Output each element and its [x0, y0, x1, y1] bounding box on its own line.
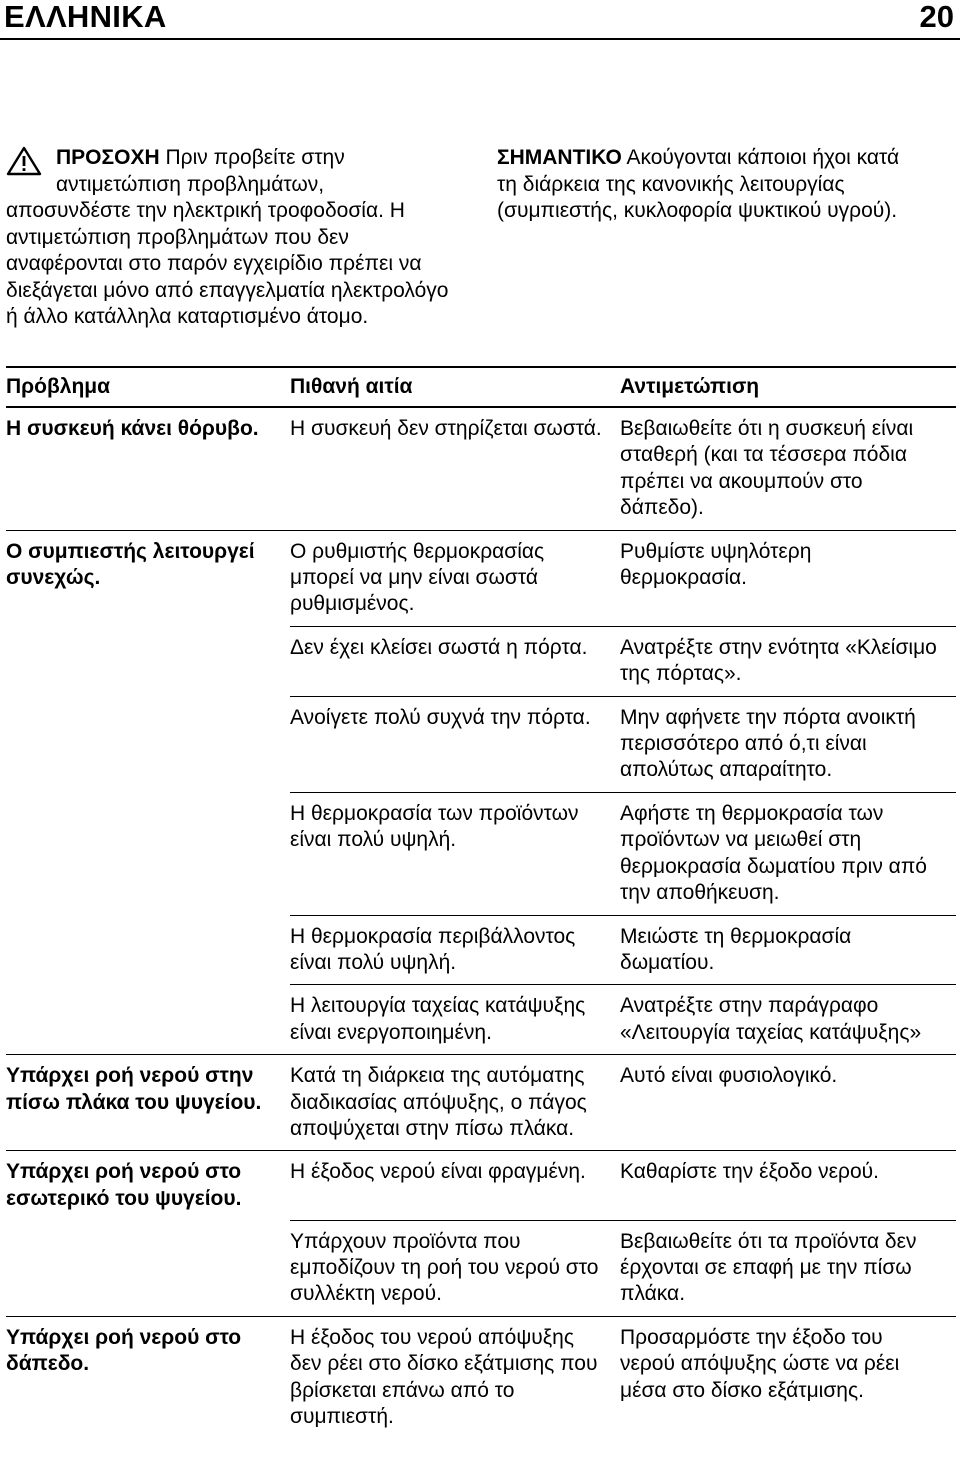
important-text: Ακούγονται κάποιοι ήχοι κατά τη διάρκεια της κανονικής λειτουργίας (συμπιεστής, κυκλοφορία ψυκτικού υγρού).: [497, 146, 900, 222]
warning-line1: Πριν προβείτε στην: [165, 146, 345, 169]
table-row: [6, 626, 956, 696]
header-problem: Πρόβλημα: [6, 367, 290, 407]
table-row: [6, 1151, 956, 1220]
warning-triangle-icon: [6, 146, 42, 176]
remedy-cell: Αυτό είναι φυσιολογικό.: [620, 1055, 956, 1151]
cause-cell: Η συσκευή δεν στηρίζεται σωστά.: [290, 417, 602, 440]
table-row: [6, 792, 956, 915]
warning-head: [6, 145, 461, 198]
problem-cell: Υπάρχει ροή νερού στο εσωτερικό του ψυγείου.: [6, 1151, 290, 1220]
problem-cell: [6, 1220, 290, 1316]
header-rule: [0, 38, 960, 40]
problem-cell: Υπάρχει ροή νερού στην πίσω πλάκα του ψυγείου.: [6, 1055, 290, 1151]
remedy-cell: Καθαρίστε την έξοδο νερού.: [620, 1151, 956, 1220]
remedy-cell: Βεβαιωθείτε ότι η συσκευή είναι σταθερή (και τα τέσσερα πόδια πρέπει να ακουμπούν στο δάπεδο).: [620, 417, 914, 520]
warning-note: [6, 145, 461, 331]
warning-line2: αντιμετώπιση προβλημάτων,: [56, 172, 325, 196]
table-row: [6, 530, 956, 626]
table-row: [6, 985, 956, 1055]
problem-cell: [6, 792, 290, 915]
remedy-cell: Ρυθμίστε υψηλότερη θερμοκρασία.: [620, 530, 956, 626]
remedy-cell: Ανατρέξτε στην παράγραφο «Λειτουργία ταχείας κατάψυξης»: [620, 985, 956, 1055]
important-title: ΣΗΜΑΝΤΙΚΟ: [497, 146, 622, 169]
problem-cell: Ο συμπιεστής λειτουργεί συνεχώς.: [6, 530, 290, 626]
remedy-cell: Αφήστε τη θερμοκρασία των προϊόντων να μειωθεί στη θερμοκρασία δωματίου πριν από την αποθήκευση.: [620, 792, 956, 915]
cause-cell: Δεν έχει κλείσει σωστά η πόρτα.: [290, 626, 620, 696]
page-header: [0, 0, 960, 38]
table-row: [6, 1055, 956, 1151]
cause-cell: Ο ρυθμιστής θερμοκρασίας μπορεί να μην είναι σωστά ρυθμισμένος.: [290, 530, 620, 626]
warning-first-lines: [56, 145, 345, 198]
cause-cell: Η θερμοκρασία των προϊόντων είναι πολύ υψηλή.: [290, 792, 620, 915]
cause-cell: Η λειτουργία ταχείας κατάψυξης είναι ενεργοποιημένη.: [290, 985, 620, 1055]
problem-cell: [6, 696, 290, 792]
remedy-cell: Μειώστε τη θερμοκρασία δωματίου.: [620, 915, 956, 985]
header-remedy: Αντιμετώπιση: [620, 367, 956, 407]
troubleshooting-table: [6, 366, 956, 1439]
table-row: [6, 696, 956, 792]
table-header-row: [6, 367, 956, 407]
warning-body: αποσυνδέστε την ηλεκτρική τροφοδοσία. Η αντιμετώπιση προβλημάτων που δεν αναφέρονται στο παρόν εγχειρίδιο πρέπει να διεξάγεται μόνο από επαγγελματία ηλεκτρολόγο ή άλλο κατάλληλα καταρτισμένο άτομο.: [6, 199, 449, 328]
cause-cell: Η θερμοκρασία περιβάλλοντος είναι πολύ υψηλή.: [290, 915, 620, 985]
table-row: [6, 1316, 956, 1438]
table-row: [6, 407, 956, 530]
problem-cell: Η συσκευή κάνει θόρυβο.: [6, 417, 259, 440]
table-row: [6, 915, 956, 985]
cause-cell: Κατά τη διάρκεια της αυτόματης διαδικασίας απόψυξης, ο πάγος αποψύχεται στην πίσω πλάκα.: [290, 1055, 620, 1151]
cause-cell: Η έξοδος του νερού απόψυξης δεν ρέει στο δίσκο εξάτμισης που βρίσκεται επάνω από το συμπιεστή.: [290, 1316, 620, 1438]
header-cause: Πιθανή αιτία: [290, 367, 620, 407]
table-row: [6, 1220, 956, 1316]
remedy-cell: Μην αφήνετε την πόρτα ανοικτή περισσότερο από ό,τι είναι απολύτως απαραίτητο.: [620, 696, 956, 792]
problem-cell: [6, 985, 290, 1055]
cause-cell: Ανοίγετε πολύ συχνά την πόρτα.: [290, 696, 620, 792]
warning-title: ΠΡΟΣΟΧΗ: [56, 146, 160, 169]
problem-cell: [6, 915, 290, 985]
page-number: 20: [919, 0, 954, 34]
remedy-cell: Ανατρέξτε στην ενότητα «Κλείσιμο της πόρτας».: [620, 626, 956, 696]
problem-cell: Υπάρχει ροή νερού στο δάπεδο.: [6, 1316, 290, 1438]
cause-cell: Υπάρχουν προϊόντα που εμποδίζουν τη ροή του νερού στο συλλέκτη νερού.: [290, 1220, 620, 1316]
important-note: [497, 145, 917, 225]
cause-cell: Η έξοδος νερού είναι φραγμένη.: [290, 1151, 620, 1220]
remedy-cell: Προσαρμόστε την έξοδο του νερού απόψυξης ώστε να ρέει μέσα στο δίσκο εξάτμισης.: [620, 1316, 956, 1438]
problem-cell: [6, 626, 290, 696]
language-label: ΕΛΛΗΝΙΚΑ: [4, 0, 167, 34]
remedy-cell: Βεβαιωθείτε ότι τα προϊόντα δεν έρχονται σε επαφή με την πίσω πλάκα.: [620, 1220, 956, 1316]
